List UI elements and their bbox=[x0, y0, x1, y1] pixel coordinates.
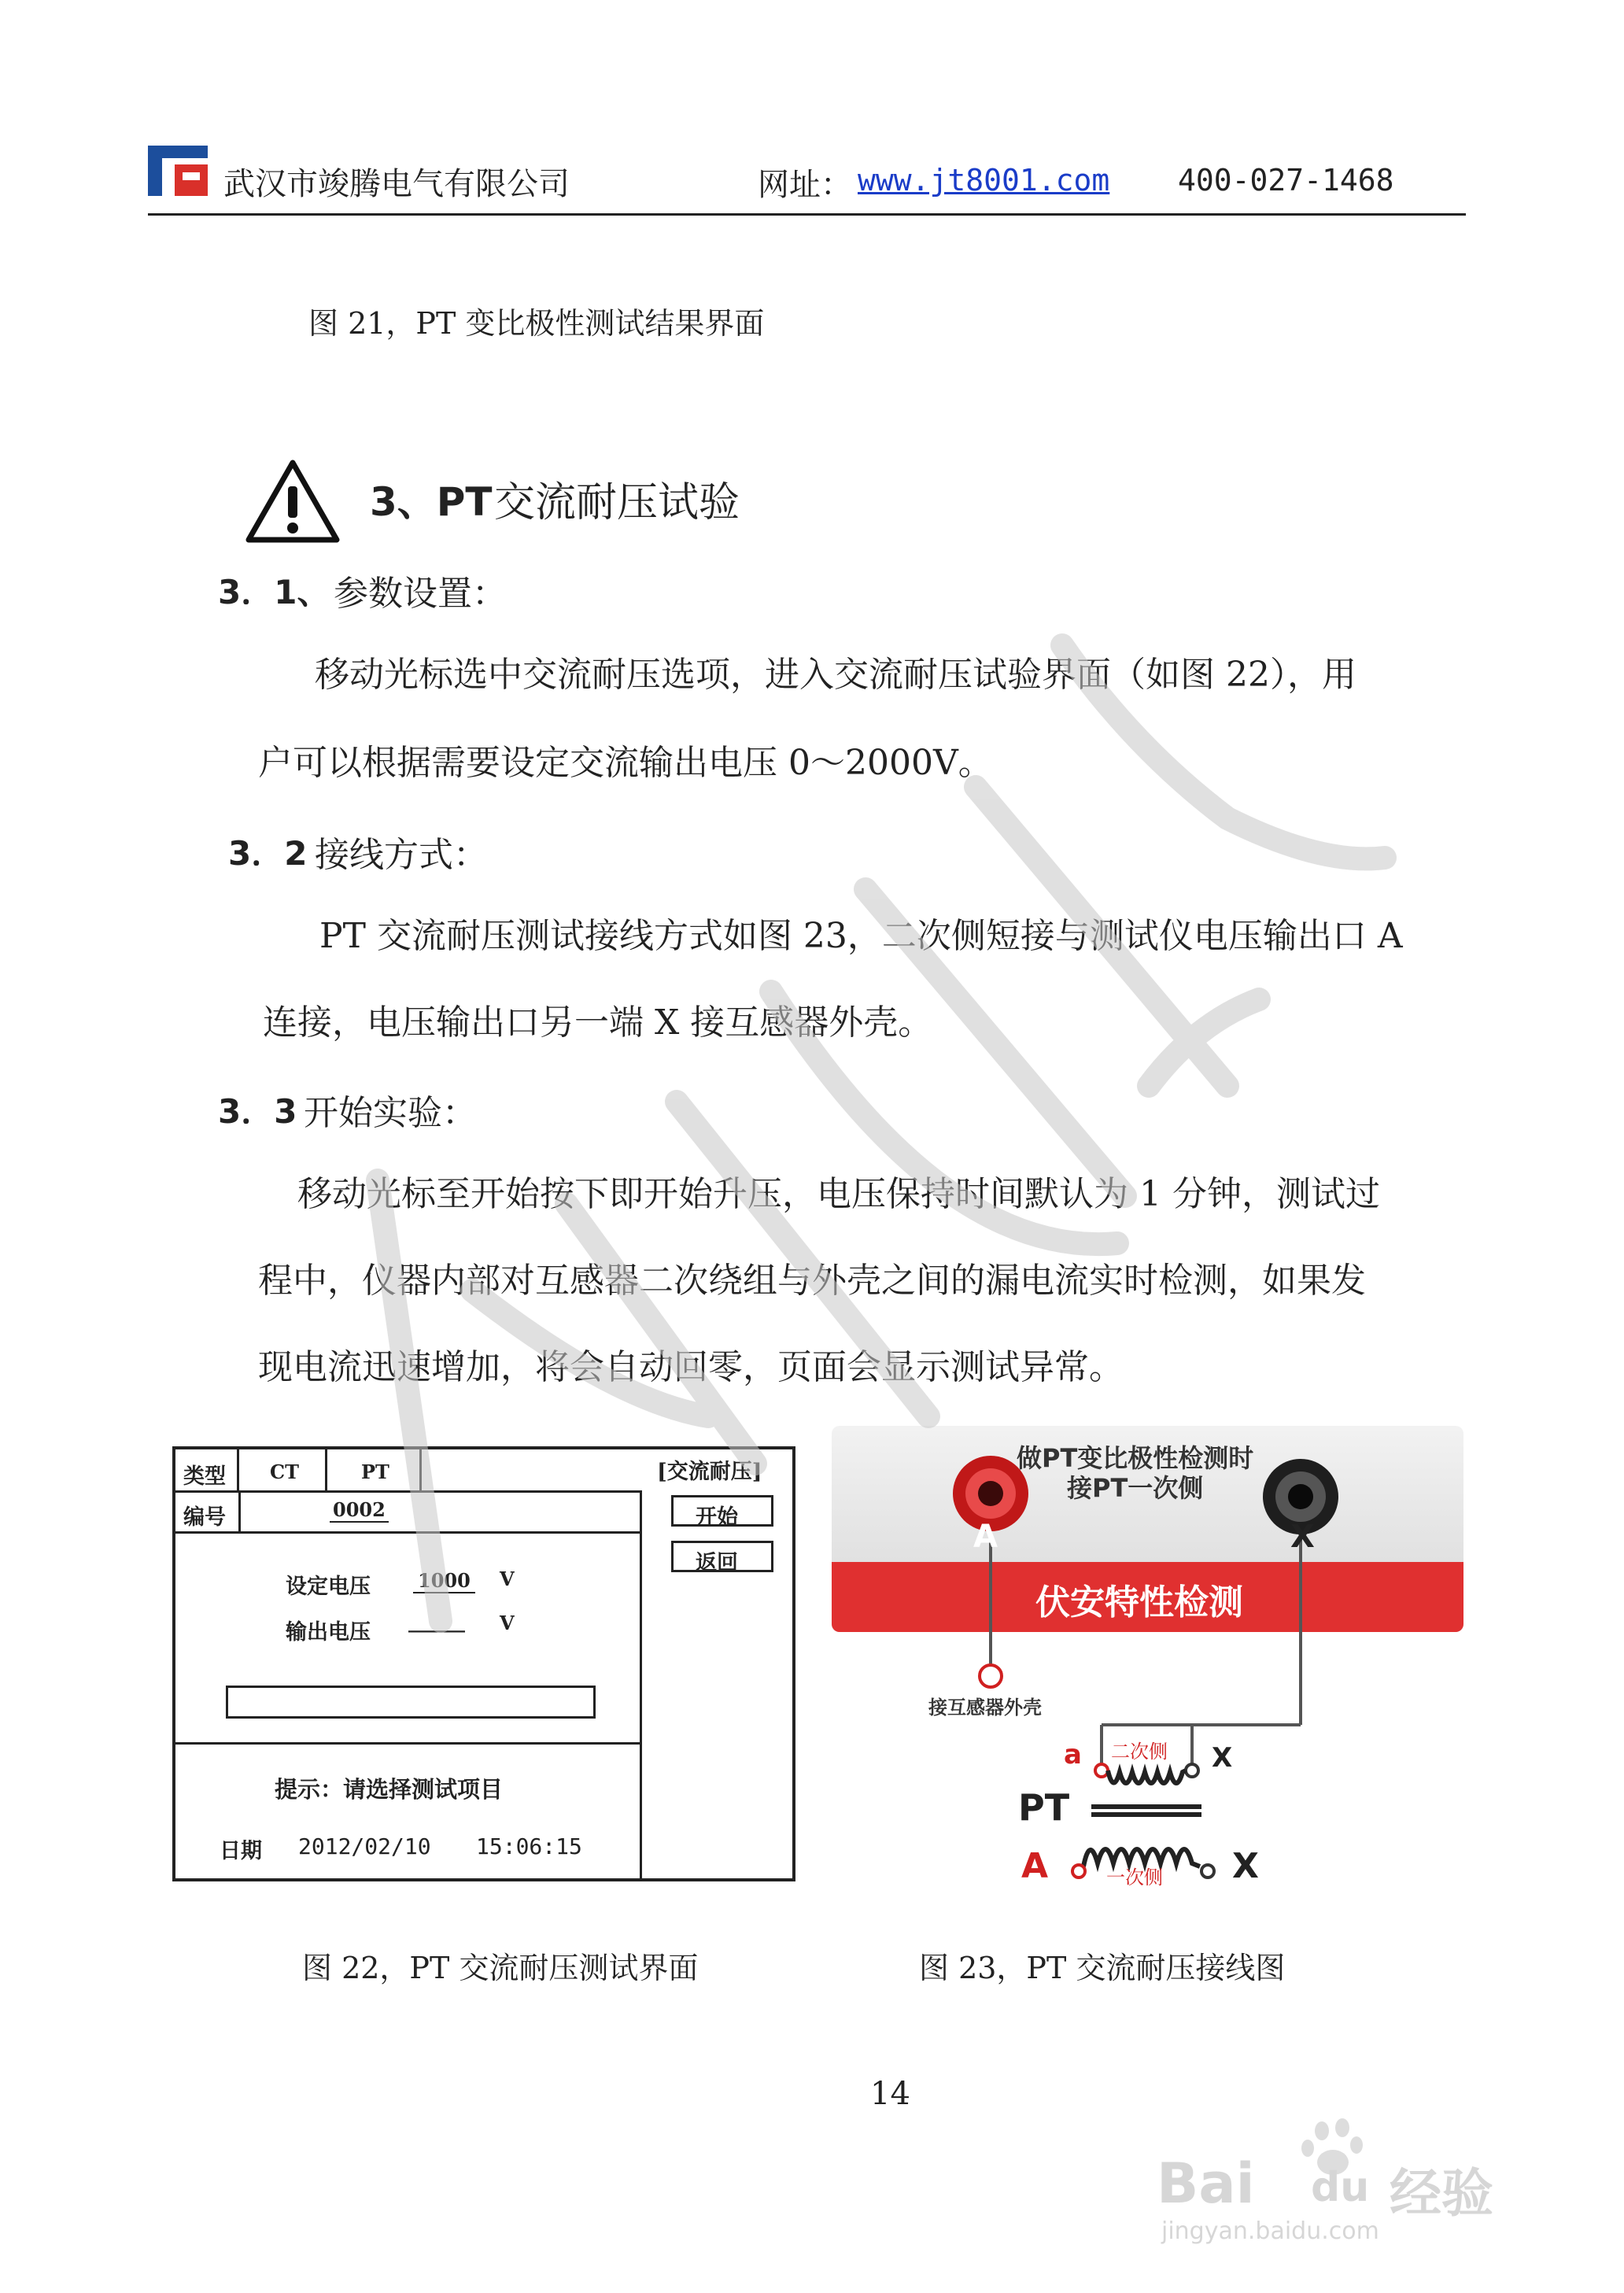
subsection-3-number: 3．3 bbox=[218, 1092, 297, 1131]
case-label: 接互感器外壳 bbox=[928, 1697, 1042, 1719]
paragraph-2-line-2: 连接，电压输出口另一端 X 接互感器外壳。 bbox=[263, 1002, 933, 1043]
subsection-3-title: 开始实验： bbox=[304, 1093, 477, 1133]
set-voltage-input[interactable]: 1000 bbox=[413, 1569, 475, 1593]
time-value: 15:06:15 bbox=[476, 1833, 582, 1859]
section-title: 交流耐压试验 bbox=[494, 479, 740, 526]
paragraph-3-line-1: 移动光标至开始按下即开始升压，电压保持时间默认为 1 分钟，测试过 bbox=[297, 1174, 1380, 1214]
brand-du: du bbox=[1311, 2164, 1370, 2211]
ac-withstand-test-screen bbox=[172, 1446, 795, 1881]
header-divider bbox=[148, 213, 1466, 216]
warning-icon bbox=[244, 458, 341, 546]
brand-bai: Bai bbox=[1157, 2151, 1255, 2216]
type-label: 类型 bbox=[183, 1464, 226, 1489]
primary-a-label: A bbox=[1021, 1846, 1049, 1886]
start-button-label: 开始 bbox=[696, 1505, 738, 1530]
subsection-2-title: 接线方式： bbox=[315, 835, 488, 875]
start-button[interactable] bbox=[671, 1495, 773, 1530]
back-button-label: 返回 bbox=[696, 1551, 738, 1575]
date-value: 2012/02/10 bbox=[298, 1833, 431, 1859]
figure-21-caption: 图 21，PT 变比极性测试结果界面 bbox=[308, 306, 765, 341]
secondary-side-label: 二次侧 bbox=[1111, 1741, 1168, 1763]
output-voltage-label: 输出电压 bbox=[286, 1620, 371, 1645]
figure-23-caption: 图 23，PT 交流耐压接线图 bbox=[919, 1951, 1286, 1985]
tab-pt[interactable]: PT bbox=[361, 1460, 389, 1483]
terminal-x-label: X bbox=[1290, 1519, 1315, 1555]
panel-note-line-2: 接PT一次侧 bbox=[1067, 1473, 1204, 1503]
output-voltage-unit: V bbox=[500, 1612, 515, 1634]
paragraph-1-line-2: 户可以根据需要设定交流输出电压 0～2000V。 bbox=[258, 743, 993, 783]
date-label: 日期 bbox=[220, 1839, 262, 1863]
set-voltage-label: 设定电压 bbox=[286, 1575, 371, 1599]
company-name: 武汉市竣腾电气有限公司 bbox=[223, 166, 570, 202]
page-number: 14 bbox=[870, 2076, 910, 2112]
section-number: 3、PT bbox=[370, 479, 493, 525]
set-voltage-unit: V bbox=[500, 1567, 515, 1590]
figure-22-caption: 图 22，PT 交流耐压测试界面 bbox=[302, 1951, 699, 1985]
primary-side-label: 一次侧 bbox=[1106, 1867, 1163, 1889]
secondary-coil bbox=[1108, 1771, 1186, 1783]
paragraph-1-line-1: 移动光标选中交流耐压选项，进入交流耐压试验界面（如图 22），用 bbox=[315, 655, 1356, 695]
panel-note-line-1: 做PT变比极性检测时 bbox=[1017, 1443, 1254, 1473]
number-value: 0002 bbox=[330, 1498, 389, 1523]
secondary-x-label: X bbox=[1212, 1742, 1233, 1774]
paragraph-3-line-3: 现电流迅速增加，将会自动回零，页面会显示测试异常。 bbox=[258, 1347, 1124, 1387]
output-voltage-value: ______ bbox=[408, 1610, 465, 1633]
mode-label: [交流耐压] bbox=[657, 1460, 762, 1484]
wiring-diagram bbox=[832, 1426, 1477, 1914]
subsection-1-number: 3．1、 bbox=[218, 573, 330, 611]
progress-bar bbox=[226, 1686, 596, 1719]
website-link[interactable]: www.jt8001.com bbox=[858, 163, 1110, 198]
baidu-jingyan-brand bbox=[1157, 2117, 1566, 2243]
website-label: 网址： bbox=[758, 167, 852, 203]
paragraph-2-line-1: PT 交流耐压测试接线方式如图 23，二次侧短接与测试仪电压输出口 A bbox=[319, 916, 1403, 956]
panel-band-label: 伏安特性检测 bbox=[1035, 1582, 1243, 1623]
brand-jingyan: 经验 bbox=[1390, 2163, 1493, 2224]
case-terminal bbox=[980, 1665, 1002, 1687]
subsection-2-number: 3．2 bbox=[228, 834, 308, 873]
tab-ct[interactable]: CT bbox=[270, 1460, 299, 1483]
hint-text: 提示：请选择测试项目 bbox=[275, 1776, 504, 1803]
subsection-1-title: 参数设置： bbox=[334, 574, 507, 614]
terminal-a-label: A bbox=[973, 1519, 998, 1555]
paragraph-3-line-2: 程中，仪器内部对互感器二次绕组与外壳之间的漏电流实时检测，如果发 bbox=[258, 1261, 1366, 1301]
company-logo bbox=[148, 146, 208, 196]
phone-number: 400-027-1468 bbox=[1178, 163, 1394, 198]
primary-x-label: X bbox=[1232, 1846, 1259, 1886]
back-button[interactable] bbox=[671, 1541, 773, 1575]
secondary-a-label: a bbox=[1064, 1739, 1082, 1771]
pt-label: PT bbox=[1018, 1786, 1070, 1829]
number-label: 编号 bbox=[183, 1505, 226, 1530]
brand-url: jingyan.baidu.com bbox=[1161, 2217, 1379, 2245]
